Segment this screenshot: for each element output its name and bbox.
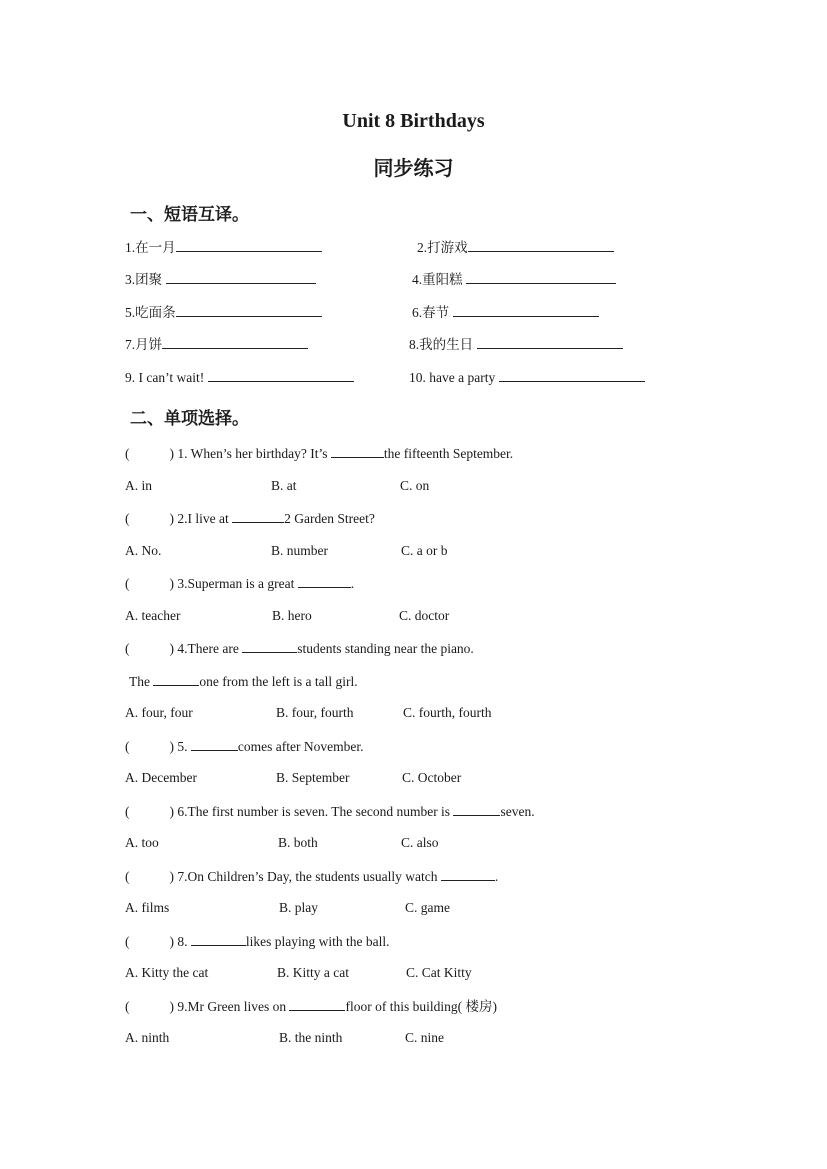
answer-blank[interactable] bbox=[298, 574, 351, 588]
question-continuation bbox=[129, 672, 358, 691]
answer-blank[interactable] bbox=[242, 639, 297, 653]
open-paren: ( bbox=[125, 576, 130, 591]
phrase-label: 9. I can’t wait! bbox=[125, 370, 205, 385]
question-text-end: likes playing with the ball. bbox=[245, 934, 390, 949]
question-text: 6.The first number is seven. The second number is bbox=[177, 804, 454, 819]
option-b[interactable]: B. the ninth bbox=[279, 1030, 343, 1045]
phrase-item bbox=[125, 368, 354, 387]
close-paren: ) bbox=[169, 739, 174, 754]
question-text: The bbox=[129, 674, 154, 689]
option-b[interactable]: B. both bbox=[278, 835, 318, 850]
option-b[interactable]: B. Kitty a cat bbox=[277, 965, 349, 980]
close-paren: ) bbox=[169, 641, 174, 656]
answer-blank[interactable] bbox=[499, 368, 645, 382]
option-a[interactable]: A. four, four bbox=[125, 705, 193, 720]
question-text-end: . bbox=[494, 869, 499, 884]
phrase-label: 7.月饼 bbox=[125, 337, 163, 352]
question-text-end: floor of this building( 楼房) bbox=[345, 999, 497, 1014]
answer-blank[interactable] bbox=[166, 270, 316, 284]
question-text-end: seven. bbox=[500, 804, 535, 819]
option-a[interactable]: A. Kitty the cat bbox=[125, 965, 209, 980]
question-text-end: the fifteenth September. bbox=[383, 446, 514, 461]
close-paren: ) bbox=[169, 869, 174, 884]
phrase-label: 2.打游戏 bbox=[417, 240, 468, 255]
option-a[interactable]: A. No. bbox=[125, 543, 162, 558]
option-a[interactable]: A. films bbox=[125, 900, 170, 915]
phrase-label: 6.春节 bbox=[412, 305, 450, 320]
option-b[interactable]: B. number bbox=[271, 543, 328, 558]
question bbox=[125, 509, 375, 528]
option-a[interactable]: A. teacher bbox=[125, 608, 181, 623]
question-text: 8. bbox=[177, 934, 191, 949]
open-paren: ( bbox=[125, 934, 130, 949]
option-c[interactable]: C. a or b bbox=[401, 543, 448, 558]
option-c[interactable]: C. also bbox=[401, 835, 439, 850]
option-a[interactable]: A. ninth bbox=[125, 1030, 170, 1045]
question bbox=[125, 737, 363, 756]
option-c[interactable]: C. October bbox=[402, 770, 462, 785]
question bbox=[125, 444, 513, 463]
answer-blank[interactable] bbox=[232, 509, 284, 523]
question bbox=[125, 867, 498, 886]
option-c[interactable]: C. nine bbox=[405, 1030, 444, 1045]
close-paren: ) bbox=[169, 999, 174, 1014]
close-paren: ) bbox=[169, 446, 174, 461]
question bbox=[125, 997, 497, 1016]
option-c[interactable]: C. Cat Kitty bbox=[406, 965, 472, 980]
answer-blank[interactable] bbox=[208, 368, 354, 382]
question-text: 1. When’s her birthday? It’s bbox=[177, 446, 331, 461]
phrase-label: 10. have a party bbox=[409, 370, 496, 385]
phrase-item bbox=[125, 303, 322, 322]
option-b[interactable]: B. play bbox=[279, 900, 318, 915]
question-text: 5. bbox=[177, 739, 191, 754]
section-heading-phrases: 一、短语互译。 bbox=[130, 205, 249, 224]
question-text-end: students standing near the piano. bbox=[297, 641, 474, 656]
open-paren: ( bbox=[125, 641, 130, 656]
answer-blank[interactable] bbox=[453, 802, 500, 816]
question-text: 2.I live at bbox=[177, 511, 233, 526]
option-c[interactable]: C. game bbox=[405, 900, 450, 915]
option-b[interactable]: B. September bbox=[276, 770, 350, 785]
phrase-label: 4.重阳糕 bbox=[412, 272, 463, 287]
answer-blank[interactable] bbox=[441, 867, 495, 881]
answer-blank[interactable] bbox=[289, 997, 345, 1011]
question-text-end: comes after November. bbox=[237, 739, 364, 754]
answer-blank[interactable] bbox=[466, 270, 616, 284]
question-text-end: 2 Garden Street? bbox=[284, 511, 375, 526]
open-paren: ( bbox=[125, 804, 130, 819]
section-heading-choice: 二、单项选择。 bbox=[130, 409, 249, 428]
answer-blank[interactable] bbox=[176, 303, 322, 317]
phrase-item bbox=[412, 303, 599, 322]
option-c[interactable]: C. on bbox=[400, 478, 430, 493]
question-text: 9.Mr Green lives on bbox=[177, 999, 290, 1014]
open-paren: ( bbox=[125, 869, 130, 884]
phrase-item bbox=[125, 335, 308, 354]
open-paren: ( bbox=[125, 511, 130, 526]
close-paren: ) bbox=[169, 576, 174, 591]
phrase-label: 3.团聚 bbox=[125, 272, 163, 287]
answer-blank[interactable] bbox=[176, 238, 322, 252]
option-a[interactable]: A. December bbox=[125, 770, 197, 785]
phrase-label: 5.吃面条 bbox=[125, 305, 176, 320]
question bbox=[125, 802, 535, 821]
phrase-item bbox=[125, 270, 316, 289]
question-text: 3.Superman is a great bbox=[177, 576, 298, 591]
close-paren: ) bbox=[169, 511, 174, 526]
answer-blank[interactable] bbox=[468, 238, 614, 252]
phrase-label: 1.在一月 bbox=[125, 240, 176, 255]
question bbox=[125, 574, 354, 593]
open-paren: ( bbox=[125, 446, 130, 461]
answer-blank[interactable] bbox=[453, 303, 599, 317]
page-title: Unit 8 Birthdays bbox=[342, 110, 485, 132]
phrase-item bbox=[412, 270, 616, 289]
answer-blank[interactable] bbox=[162, 335, 308, 349]
option-b[interactable]: B. four, fourth bbox=[276, 705, 354, 720]
answer-blank[interactable] bbox=[477, 335, 623, 349]
question-text: 4.There are bbox=[177, 641, 243, 656]
page-subtitle: 同步练习 bbox=[373, 158, 454, 180]
option-a[interactable]: A. too bbox=[125, 835, 159, 850]
answer-blank[interactable] bbox=[331, 444, 384, 458]
phrase-label: 8.我的生日 bbox=[409, 337, 474, 352]
close-paren: ) bbox=[169, 804, 174, 819]
answer-blank[interactable] bbox=[191, 737, 238, 751]
option-b[interactable]: B. hero bbox=[272, 608, 312, 623]
phrase-item bbox=[125, 238, 322, 257]
open-paren: ( bbox=[125, 739, 130, 754]
question bbox=[125, 932, 389, 951]
phrase-item bbox=[409, 335, 623, 354]
option-a[interactable]: A. in bbox=[125, 478, 152, 493]
close-paren: ) bbox=[169, 934, 174, 949]
answer-blank[interactable] bbox=[153, 672, 199, 686]
open-paren: ( bbox=[125, 999, 130, 1014]
answer-blank[interactable] bbox=[191, 932, 246, 946]
option-c[interactable]: C. doctor bbox=[399, 608, 450, 623]
question-text: 7.On Children’s Day, the students usually watch bbox=[177, 869, 441, 884]
question bbox=[125, 639, 474, 658]
phrase-item bbox=[409, 368, 645, 387]
question-text-end: one from the left is a tall girl. bbox=[199, 674, 358, 689]
option-c[interactable]: C. fourth, fourth bbox=[403, 705, 492, 720]
option-b[interactable]: B. at bbox=[271, 478, 297, 493]
phrase-item bbox=[417, 238, 614, 257]
question-text-end: . bbox=[350, 576, 355, 591]
